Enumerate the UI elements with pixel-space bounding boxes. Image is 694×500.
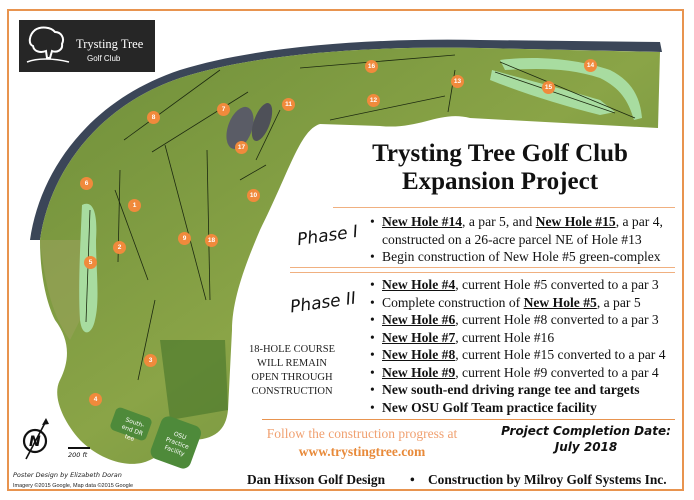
hole-marker-14: 14 — [584, 59, 597, 72]
phase-1-list — [370, 213, 670, 266]
completion-date: Project Completion Date: July 2018 — [501, 424, 671, 454]
list-item: • New Hole #6, current Hole #8 converted to a par 3 — [370, 311, 675, 329]
hole-marker-3: 3 — [144, 354, 157, 367]
title-line-2: Expansion Project — [401, 168, 599, 195]
page-title — [335, 140, 665, 196]
osu-practice-facility-label: OSU Practice Facility — [163, 430, 190, 458]
club-logo — [19, 20, 155, 72]
hole-marker-13: 13 — [451, 75, 464, 88]
separator: • — [410, 472, 415, 487]
list-item: • Complete construction of New Hole #5, a par 5 — [370, 294, 675, 312]
list-item: • New OSU Golf Team practice facility — [370, 399, 675, 417]
follow-progress — [262, 425, 462, 461]
hole-marker-1: 1 — [128, 199, 141, 212]
hole-marker-15: 15 — [542, 81, 555, 94]
hole-marker-16: 16 — [365, 60, 378, 73]
phase-1-label: Phase I — [295, 221, 360, 251]
scale-label: 200 ft — [68, 451, 88, 459]
logo-subtitle: Golf Club — [87, 54, 121, 63]
hole-marker-17: 17 — [235, 141, 248, 154]
hole-marker-4: 4 — [89, 393, 102, 406]
list-item: • New Hole #7, current Hole #16 — [370, 329, 675, 347]
hole-marker-18: 18 — [205, 234, 218, 247]
phase-2-list — [370, 276, 675, 416]
hole-marker-11: 11 — [282, 98, 295, 111]
list-item: • Begin construction of New Hole #5 green-complex — [370, 248, 670, 266]
hole-marker-10: 10 — [247, 189, 260, 202]
list-item: • New south-end driving range tee and targets — [370, 381, 675, 399]
list-item: • New Hole #9, current Hole #9 converted to a par 4 — [370, 364, 675, 382]
website-link[interactable]: www.trystingtree.com — [298, 444, 426, 459]
divider — [333, 207, 675, 208]
hole-marker-7: 7 — [217, 103, 230, 116]
south-end-dr-tee-label: South-end DR tee — [120, 416, 146, 444]
divider — [262, 419, 675, 420]
north-compass-icon — [18, 415, 54, 465]
divider — [290, 267, 675, 268]
builder-credit: Construction by Milroy Golf Systems Inc. — [428, 472, 667, 487]
list-item: • New Hole #14, a par 5, and New Hole #15, a par 4, constructed on a 26-acre parcel NE of Hole #13 — [370, 213, 670, 248]
designer-credit: Dan Hixson Golf Design — [247, 472, 386, 487]
follow-text: Follow the construction progress at — [266, 426, 458, 441]
hole-marker-6: 6 — [80, 177, 93, 190]
logo-name: Trysting Tree — [76, 37, 144, 51]
hole-marker-9: 9 — [178, 232, 191, 245]
hole-marker-5: 5 — [84, 256, 97, 269]
hole-marker-12: 12 — [367, 94, 380, 107]
imagery-credit: Imagery ©2015 Google, Map data ©2015 Google — [13, 483, 134, 489]
svg-text:N: N — [29, 434, 41, 450]
phase-2-label: Phase II — [288, 288, 358, 318]
list-item: • New Hole #8, current Hole #15 converted to a par 4 — [370, 346, 675, 364]
hole-marker-8: 8 — [147, 111, 160, 124]
poster-credit: Poster Design by Elizabeth Doran — [13, 471, 122, 479]
list-item: • New Hole #4, current Hole #5 converted to a par 3 — [370, 276, 675, 294]
open-notice: 18-HOLE COURSE WILL REMAIN OPEN THROUGH CONSTRUCTION — [248, 344, 336, 397]
hole-marker-2: 2 — [113, 241, 126, 254]
tree-icon — [25, 26, 71, 66]
scale-bar — [68, 447, 90, 449]
title-line-1: Trysting Tree Golf Club — [372, 140, 628, 167]
divider — [290, 272, 675, 273]
